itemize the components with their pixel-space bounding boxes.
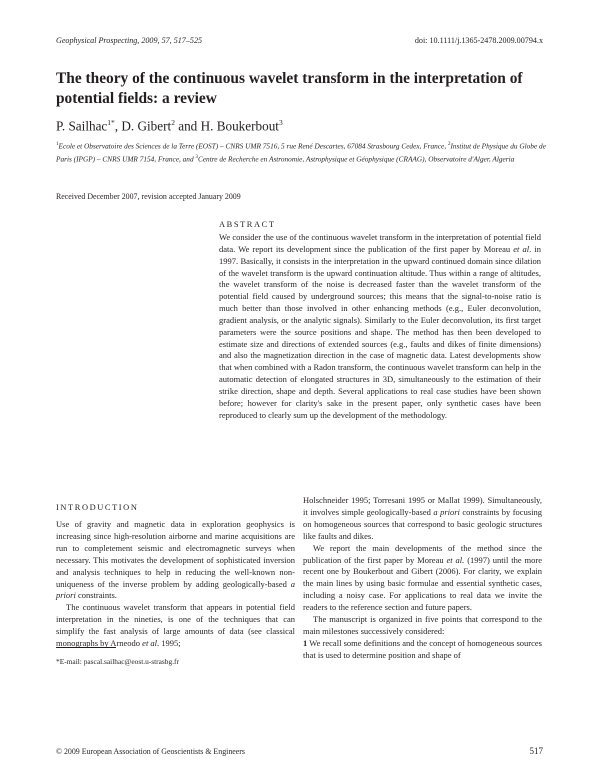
paragraph-text: constraints by focusing on homogeneous sources that correspond to basic geologic structures like faults and dikes. bbox=[303, 506, 542, 541]
paragraph-text: The continuous wavelet transform that appears in potential field interpretation in the nineties, is one of the techniques that can simplify the fast analysis of large amounts of data (see classical monographs by Arneodo bbox=[56, 602, 295, 649]
paragraph bbox=[303, 638, 542, 662]
paragraph-text: constraints. bbox=[75, 590, 117, 601]
paragraph-italic: a priori bbox=[433, 506, 460, 517]
abstract-text: . in 1997. Basically, it consists in the interpretation in the upward continued domain since dilation of the wavelet transform is the upward continuation altitude. Thus within a range of altitudes, the wavelet transform of the noise is decreased faster than the wavelet transform of the potential field caused by underground sources; this means that the signal-to-noise ratio is much better than those involved in other enhancing methods (e.g., Euler deconvolution, gradient analysis, or the analytic signals). Similarly to the Euler deconvolution, its first target parameters were the source positions and shape. The method has then been developed to estimate size and directions of extended sources (e.g., faults and dikes of finite dimensions) and also the magnetization direction in the case of magnetic data. Latest developments show that when combined with a Radon transform, the continuous wavelet transform can help in the automatic detection of elongated structures in 3D, simultaneously to the estimation of their strike direction, shape and depth. Several applications to real case studies have been shown before; however for clarity's sake in the present paper, only synthetic cases have been reproduced to clearly sum up the development of the methodology. bbox=[219, 243, 542, 420]
list-number: 1 bbox=[303, 637, 308, 648]
affil-text: Centre de Recherche en Astronomie, Astrophysique et Géophysique (CRAAG), Observatoire d'Alger, Algeria bbox=[197, 154, 515, 164]
author-affil-mark: 2 bbox=[171, 118, 175, 127]
affil-mark: 1 bbox=[56, 142, 59, 147]
author-affil-mark: 1* bbox=[107, 118, 115, 127]
paragraph-text: . 1995; bbox=[157, 638, 181, 649]
affil-mark: 2 bbox=[447, 142, 451, 147]
paragraph-italic: et al. bbox=[446, 554, 465, 565]
affil-text: Institut de Physique du Globe de Paris (IPGP) – CNRS UMR 7154, France, and bbox=[56, 141, 546, 164]
paragraph-text: We report the main developments of the method since the publication of the first paper by Moreau bbox=[303, 542, 542, 565]
body-column-left bbox=[56, 519, 295, 650]
body-column-right bbox=[303, 495, 542, 662]
paragraph bbox=[56, 519, 295, 602]
paragraph-italic: a priori bbox=[56, 578, 295, 601]
abstract-heading: ABSTRACT bbox=[219, 220, 276, 229]
author-separator: , bbox=[114, 118, 122, 134]
abstract-text: We consider the use of the continuous wavelet transform in the interpretation of potential field data. We report its development since the publication of the first paper by Moreau bbox=[219, 232, 541, 254]
author-list bbox=[56, 118, 283, 134]
abstract-body bbox=[219, 232, 541, 422]
paragraph bbox=[56, 602, 295, 650]
received-dates: Received December 2007, revision accepted January 2009 bbox=[56, 192, 241, 201]
author-name: H. Boukerbout bbox=[200, 118, 279, 134]
paragraph-italic: et al bbox=[142, 638, 158, 649]
paragraph: The manuscript is organized in five points that correspond to the main milestones successively considered: bbox=[303, 614, 542, 636]
paragraph bbox=[303, 543, 542, 614]
paragraph-text: We recall some definitions and the concept of homogeneous sources that is used to determine position and shape of bbox=[303, 637, 542, 660]
page-number: 517 bbox=[529, 746, 543, 756]
paragraph-text: Holschneider 1995; Torresani 1995 or Mallat 1999). Simultaneously, it involves simple geologically-based bbox=[303, 495, 542, 517]
abstract-italic: et al bbox=[513, 243, 530, 254]
author-name: D. Gibert bbox=[121, 118, 172, 134]
journal-citation: Geophysical Prospecting, 2009, 57, 517–525 bbox=[56, 36, 203, 45]
paragraph bbox=[303, 495, 542, 543]
author-affil-mark: 3 bbox=[278, 118, 283, 127]
footnote-email: *E-mail: pascal.sailhac@eost.u-strasbg.fr bbox=[56, 657, 179, 666]
paragraph-text: Use of gravity and magnetic data in exploration geophysics is increasing since high-resolution airborne and marine acquisitions are run to completement seismic and electromagnetic surveys when necessary. This motivates the development of sophisticated inversion and analysis techniques to help in reducing the well-known non-uniqueness of the inverse problem by adding geologically-based bbox=[56, 519, 295, 589]
paragraph-text: (1997) until the more recent one by Boukerbout and Gibert (2006). For clarity, we explain the main lines by using basic formulae and essential synthetic cases, including a noisy case. For applications to real data we invite the readers to the reference section and future papers. bbox=[303, 554, 542, 613]
introduction-heading: INTRODUCTION bbox=[56, 503, 139, 512]
footnote-rule bbox=[56, 647, 116, 648]
author-name: P. Sailhac bbox=[56, 118, 108, 134]
article-title: The theory of the continuous wavelet transform in the interpretation of potential fields: a review bbox=[56, 70, 523, 107]
doi: doi: 10.1111/j.1365-2478.2009.00794.x bbox=[414, 36, 543, 45]
affiliations bbox=[56, 139, 546, 165]
affil-mark: 3 bbox=[195, 155, 198, 161]
affil-text: Ecole et Observatoire des Sciences de la Terre (EOST) – CNRS UMR 7516, 5 rue René Descartes, 67084 Strasbourg Cedex, France, bbox=[58, 141, 448, 151]
copyright-notice: © 2009 European Association of Geoscientists & Engineers bbox=[56, 747, 245, 756]
author-separator: and bbox=[174, 118, 201, 134]
